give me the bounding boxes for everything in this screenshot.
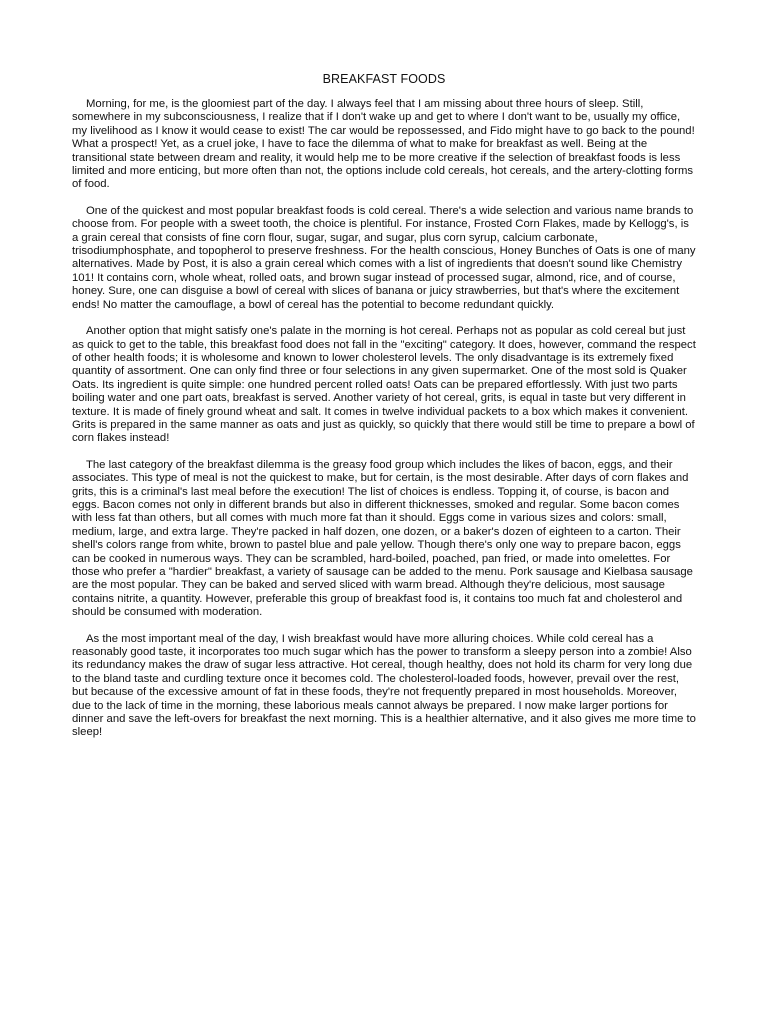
paragraph-greasy-food: The last category of the breakfast dilemma is the greasy food group which includes the likes of bacon, eggs, and their associates. This type of meal is not the quickest to make, but for certain, is the most desirable. After days of corn flakes and grits, this is a criminal's last meal before the execution! The list of choices is endless. Topping it, of course, is bacon and eggs. Bacon comes not only in different brands but also in different thicknesses, smoked and regular. Some bacon comes with less fat than others, but all comes with much more fat than it should. Eggs come in various sizes and colors: small, medium, large, and extra large. They're packed in half dozen, one dozen, or a baker's dozen of eighteen to a carton. Their shell's colors range from white, brown to pastel blue and pale yellow. Though there's only one way to prepare bacon, eggs can be cooked in numerous ways. They can be scrambled, hard-boiled, poached, pan fried, or made into omelettes. For those who prefer a "hardier" breakfast, a variety of sausage can be added to the menu. Pork sausage and Kielbasa sausage are the most popular. They can be baked and served sliced with warm bread. Although they're delicious, most sausage contains nitrite, a quantity. However, preferable this group of breakfast food is, it contains too much fat and cholesterol and should be consumed with moderation. xyxy=(72,458,693,619)
paragraph-intro: Morning, for me, is the gloomiest part of the day. I always feel that I am missing about three hours of sleep. Still, somewhere in my subconsciousness, I realize that if I don't wake up and get to where I don't want to be, usually my office, my livelihood as I know it would cease to exist! The car would be repossessed, and Fido might have to go back to the pound! What a prospect! Yet, as a cruel joke, I have to face the dilemma of what to make for breakfast as well. Being at the transitional state between dream and reality, it would help me to be more creative if the selection of breakfast foods is less limited and more enticing, but more often than not, the options include cold cereals, hot cereals, and the artery-clotting forms of food. xyxy=(72,98,695,191)
paragraph-conclusion: As the most important meal of the day, I wish breakfast would have more alluring choices. While cold cereal has a reasonably good taste, it incorporates too much sugar which has the power to transform a sleepy person into a zombie! Also its redundancy makes the draw of sugar less attractive. Hot cereal, though healthy, does not hold its charm for very long due to the bland taste and curdling texture once it becomes cold. The cholesterol-loaded foods, however, prevail over the rest, but because of the excessive amount of fat in these foods, they're not frequently prepared in most households. Moreover, due to the lack of time in the morning, these laborious meals cannot always be prepared. I now make larger portions for dinner and save the left-overs for breakfast the next morning. This is a healthier alternative, and it also gives me more time to sleep! xyxy=(72,632,696,739)
paragraph-hot-cereal: Another option that might satisfy one's palate in the morning is hot cereal. Perhaps not as popular as cold cereal but just as quick to get to the table, this breakfast food does not fall in the "exciting" category. It does, however, command the respect of other health foods; it is wholesome and known to lower cholesterol levels. The only disadvantage is its extremely fixed quantity of assortment. One can only find three or four selections in any given supermarket. One of the most sold is Quaker Oats. Its ingredient is quite simple: one hundred percent rolled oats! Oats can be prepared effortlessly. With just two parts boiling water and one part oats, breakfast is served. Another variety of hot cereal, grits, is equal in taste but very different in texture. It is made of finely ground wheat and salt. It comes in twelve individual packets to a box which makes it convenient. Grits is prepared in the same manner as oats and just as quickly, so quickly that there would still be time to prepare a bowl of corn flakes instead! xyxy=(72,325,696,445)
document-title: BREAKFAST FOODS xyxy=(322,72,446,86)
paragraph-cold-cereal: One of the quickest and most popular breakfast foods is cold cereal. There's a wide selection and various name brands to choose from. For people with a sweet tooth, the choice is plentiful. For instance, Frosted Corn Flakes, made by Kellogg's, is a grain cereal that consists of fine corn flour, sugar, sugar, and sugar, plus corn syrup, calcium carbonate, trisodiumphosphate, and topopherol to preserve freshness. For the health conscious, Honey Bunches of Oats is one of many alternatives. Made by Post, it is also a grain cereal which comes with a list of ingredients that doesn't sound like Chemistry 101! It contains corn, whole wheat, rolled oats, and brown sugar instead of processed sugar, almond, rice, and of course, honey. Sure, one can disguise a bowl of cereal with slices of banana or juicy strawberries, but that's where the excitement ends! No matter the camouflage, a bowl of cereal has the potential to become redundant quickly. xyxy=(72,204,696,311)
document-page xyxy=(72,72,696,753)
